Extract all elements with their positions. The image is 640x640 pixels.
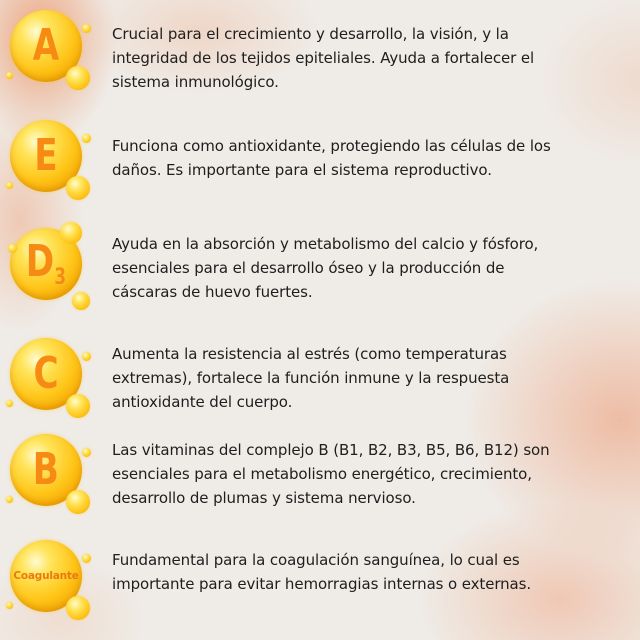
vitamin-c-badge: [2, 330, 102, 430]
bubble-icon: [82, 352, 91, 361]
bubble-icon: [66, 490, 90, 514]
coagulante-badge: [2, 532, 102, 632]
vitamin-b-description: Las vitaminas del complejo B (B1, B2, B3, B5, B6, B12) son esenciales para el metabolismo energético, crecimiento, desarrollo de plumas y sistema nervioso.: [112, 441, 550, 507]
bubble-icon: [82, 448, 91, 457]
vitamin-a-badge: [2, 2, 102, 102]
vitamin-c-description: Aumenta la resistencia al estrés (como temperaturas extremas), fortalece la función inmune y la respuesta antioxidante del cuerpo.: [112, 345, 510, 411]
bubble-icon: [82, 134, 91, 143]
bubble-icon: [6, 72, 13, 79]
bubble-icon: [66, 596, 90, 620]
vitamin-e-description: Funciona como antioxidante, protegiendo las células de los daños. Es importante para el sistema reproductivo.: [112, 137, 551, 179]
bubble-icon: [82, 554, 91, 563]
vitamin-a-letter: A: [32, 20, 60, 71]
vitamin-b-letter: B: [32, 444, 60, 495]
coagulante-label: Coagulante: [13, 570, 79, 582]
vitamin-e-badge: [2, 112, 102, 212]
vitamin-d3-subscript: 3: [54, 264, 67, 290]
bubble-icon: [66, 66, 90, 90]
coagulante-description: Fundamental para la coagulación sanguínea, lo cual es importante para evitar hemorragias internas o externas.: [112, 551, 532, 593]
bubble-icon: [72, 292, 90, 310]
vitamin-b-badge: [2, 426, 102, 526]
bubble-icon: [6, 182, 13, 189]
bubble-icon: [6, 400, 13, 407]
vitamin-c-letter: C: [33, 348, 59, 399]
bubble-icon: [6, 496, 13, 503]
vitamin-d3-letter: $D_3$: [25, 235, 67, 290]
bubble-icon: [6, 602, 13, 609]
bubble-icon: [60, 222, 82, 244]
bubble-icon: [66, 394, 90, 418]
vitamin-a-description: Crucial para el crecimiento y desarrollo, la visión, y la integridad de los tejidos epiteliales. Ayuda a fortalecer el sistema inmunológico.: [112, 25, 535, 91]
vitamin-d3-badge: [2, 220, 102, 320]
bubble-icon: [8, 244, 17, 253]
bubble-icon: [66, 176, 90, 200]
bubble-icon: [82, 24, 91, 33]
vitamin-e-letter: E: [34, 130, 58, 181]
vitamin-d3-description: Ayuda en la absorción y metabolismo del calcio y fósforo, esenciales para el desarrollo óseo y la producción de cáscaras de huevo fuertes.: [112, 235, 539, 301]
